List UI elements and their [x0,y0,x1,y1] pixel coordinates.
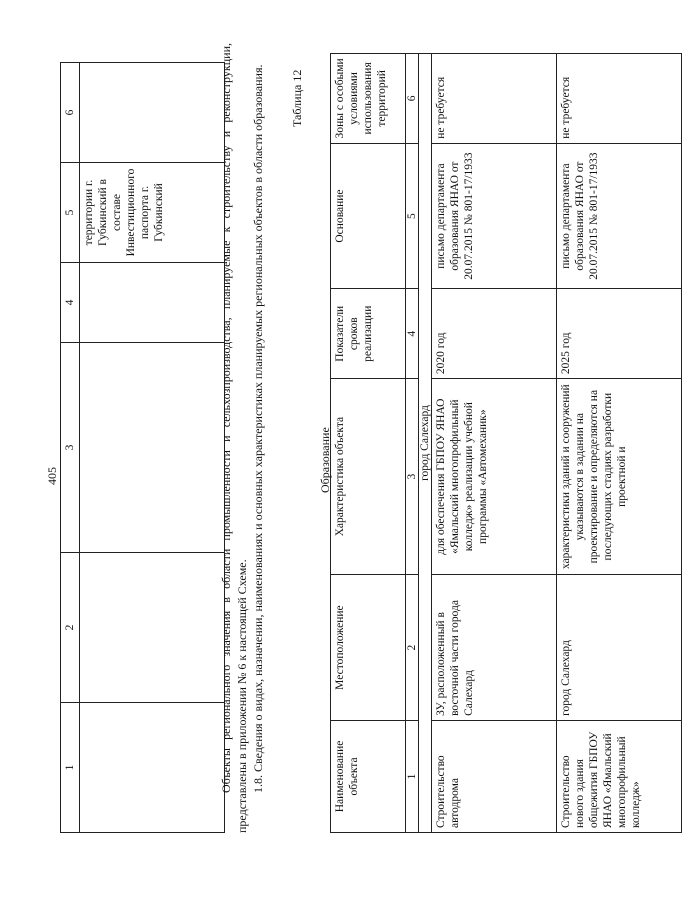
paragraph: Объекты регионального значения в области промышленности и сельхозпроизводства, планируемые к строительству и реконструкции, представлены в приложении № 6 к настоящей Схеме. [219,43,249,833]
table-cell: письмо департамента образования ЯНАО от 20.07.2015 № 801-17/1933 [432,143,557,289]
table-cell: 4 [61,263,80,343]
column-header: Наименование объекта [331,720,406,832]
city-row [419,54,432,833]
column-number-row [406,54,419,833]
table-cell: 3 [406,379,419,575]
table-label: Таблица 12 [290,69,304,127]
table-cell: 2 [61,553,80,703]
column-header: Зоны с особыми условиями использования территорий [331,54,406,144]
body-text [218,43,266,833]
table-cell [80,263,225,343]
table-cell: Строительство автодрома [432,720,557,832]
table-cell: территории г. Губкинский в составе Инвестиционного паспорта г. Губкинский [80,163,225,263]
table-cell: 1 [406,720,419,832]
column-header: Показатели сроков реализации [331,289,406,379]
table-cell: 2020 год [432,289,557,379]
column-header: Характеристика объекта [331,379,406,575]
column-header: Местоположение [331,575,406,721]
table-cell: 6 [406,54,419,144]
page-number: 405 [45,467,59,485]
table-cell: для обеспечения ГБПОУ ЯНАО «Ямальский многопрофильный колледж» реализации учебной программы «Автомеханик» [432,379,557,575]
table-cell: письмо департамента образования ЯНАО от 20.07.2015 № 801-17/1933 [557,143,682,289]
table-row [80,63,225,833]
table-cell: 3 [61,343,80,553]
table-cell: 2025 год [557,289,682,379]
table-cell: 4 [406,289,419,379]
column-header: Основание [331,143,406,289]
table-row [432,54,557,833]
table-cell: Строительство нового здания общежития ГБПОУ ЯНАО «Ямальский многопрофильный колледж» [557,720,682,832]
table-header-row [61,63,80,833]
table-cell [80,553,225,703]
table-cell [80,343,225,553]
paragraph: 1.8. Сведения о видах, назначении, наименованиях и основных характеристиках планируемых региональных объектов в области образования. [251,64,265,793]
table-cell: 2 [406,575,419,721]
section-title: Образование [318,427,332,493]
table-cell: не требуется [432,54,557,144]
table-cell: не требуется [557,54,682,144]
city-label: город Салехард [419,54,432,833]
table-cell: 6 [61,63,80,163]
table-header-row [331,54,406,833]
table-cell: город Салехард [557,575,682,721]
education-objects-table [330,53,682,833]
table-row [557,54,682,833]
table-cell: ЗУ, расположенный в восточной части города Салехард [432,575,557,721]
table-cell [80,63,225,163]
table-cell: 5 [61,163,80,263]
table-cell [80,703,225,833]
table-cell: характеристики зданий и сооружений указываются в задании на проектирование и определяются на последующих стадиях разработки проектной и [557,379,682,575]
table-cell: 5 [406,143,419,289]
continued-table [60,62,225,833]
table-cell: 1 [61,703,80,833]
